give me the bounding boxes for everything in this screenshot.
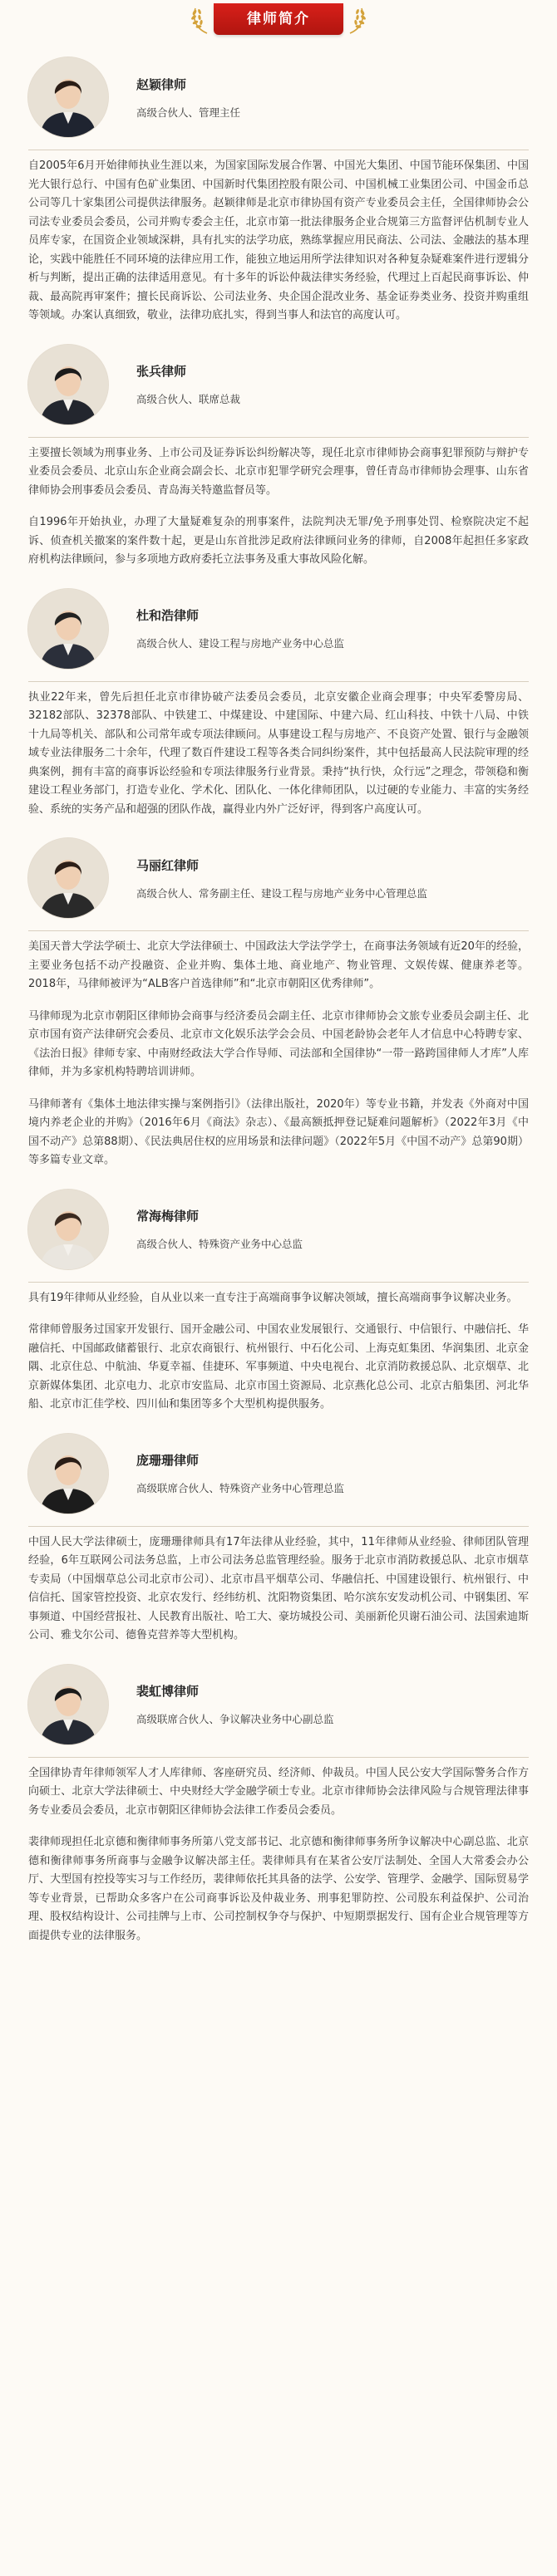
avatar: [28, 1665, 108, 1744]
lawyer-title: 高级合伙人、管理主任: [136, 105, 241, 119]
lawyer-meta: [136, 606, 344, 650]
bio-paragraph: 马律师现为北京市朝阳区律师协会商事与经济委员会副主任、北京市律师协会文旅专业委员会副主任、北京市国有资产法律研究会委员、北京市文化娱乐法学会会员、中国老龄协会老年人才信息中心特聘专家、《法治日报》律师专家、中南财经政法大学合作导师、司法部和全国律协“一带一路跨国律师人才库”人库律师，并为多家机构特聘培训讲师。: [28, 1009, 529, 1078]
lawyer-bio: [28, 444, 529, 570]
avatar: [28, 345, 108, 424]
bio-paragraph: 具有19年律师从业经验，自从业以来一直专注于高端商事争议解决领域，擅长高端商事争议解决业务。: [28, 1291, 518, 1304]
lawyer-name: 裴虹博律师: [136, 1684, 200, 1699]
bio-paragraph: 自1996年开始执业，办理了大量疑难复杂的刑事案件，法院判决无罪/免予刑事处罚、检察院决定不起诉、侦查机关撤案的案件数十起，更是山东首批涉足政府法律顾问业务的律师，自2008年起担任多家政府机构法律顾问，参与多项地方政府委托立法事务及重大事故风险化解。: [28, 516, 529, 566]
bio-paragraph: 主要擅长领域为刑事业务、上市公司及证券诉讼纠纷解决等，现任北京市律师协会商事犯罪预防与辩护专业委员会委员、北京山东企业商会副会长、北京市犯罪学研究会理事，曾任青岛市律师协会理事、山东省律师协会刑事委员会委员、青岛海关特邀监督员等。: [28, 446, 529, 497]
lawyer-card: [28, 583, 529, 820]
header-banner: [187, 0, 370, 52]
lawyer-list: [0, 52, 557, 1945]
lawyer-meta: [136, 1451, 344, 1495]
lawyer-meta: [136, 76, 240, 120]
lawyer-card: [28, 832, 529, 1170]
laurel-icon: [187, 5, 212, 35]
lawyer-card: [28, 1659, 529, 1946]
lawyer-header: [28, 339, 529, 430]
bio-paragraph: 美国天普大学法学硕士、北京大学法律硕士、中国政法大学法学学士，在商事法务领域有近20年的经验，主要业务包括不动产投融资、企业并购、集体土地、商业地产、物业管理、文娱传媒、健康养老等。2018年，马律师被评为“ALB客户首选律师”和“北京市朝阳区优秀律师”。: [28, 940, 529, 990]
lawyer-meta: [136, 362, 240, 406]
lawyer-card: [28, 339, 529, 570]
lawyer-bio: [28, 1764, 529, 1946]
lawyer-bio: [28, 938, 529, 1170]
lawyer-name: 庞珊珊律师: [136, 1453, 200, 1468]
bio-paragraph: 常律师曾服务过国家开发银行、国开金融公司、中国农业发展银行、交通银行、中信银行、中融信托、华融信托、中国邮政储蓄银行、北京农商银行、杭州银行、中石化公司、上海克虹集团、华润集团、北京金隅、北京住总、中航油、华夏幸福、佳捷环、军事频道、中央电视台、北京消防救援总队、北京烟草、北京新媒体集团、北京电力、北京市安监局、北京市国土资源局、北京燕化总公司、北京古船集团、河北华船、北京市汇佳学校、四川仙和集团等多个大型机构提供服务。: [28, 1323, 529, 1411]
lawyer-name: 马丽红律师: [136, 857, 200, 873]
divider: [28, 1757, 529, 1758]
bio-paragraph: 自2005年6月开始律师执业生涯以来，为国家国际发展合作署、中国光大集团、中国节能环保集团、中国光大银行总行、中国有色矿业集团、中国新时代集团控股有限公司、中国机械工业集团公司、中国金币总公司等几十家集团公司提供法律服务。赵颖律师是北京市律协国有资产专业委员会主任，全国律师协会公司法专业委员会委员，公司并购专委会主任，北京市第一批法律服务企业合规第三方监督评估机制专业人员库专家，在国资企业领域深耕，具有扎实的法学功底，熟练掌握应用民商法、公司法、金融法的基本理论，实践中能胜任不同环境的法律应用工作，能独立地运用所学法律知识对各种复杂疑难案件进行逻辑分析与判断，提出正确的法律适用意见。有十多年的诉讼仲裁法律实务经验，代理过上百起民商事诉讼、仲裁、最高院再审案件；擅长民商诉讼、公司法业务、央企国企混改业务、基金证券类业务、投资并购重组等领域。办案认真细致，敬业，法律功底扎实，得到当事人和法官的高度认可。: [28, 159, 529, 321]
lawyer-title: 高级合伙人、联席总裁: [136, 393, 241, 405]
lawyer-header: [28, 832, 529, 924]
lawyer-bio: [28, 689, 529, 820]
lawyer-card: [28, 1428, 529, 1646]
divider: [28, 930, 529, 931]
lawyer-bio: [28, 1533, 529, 1646]
lawyer-header: [28, 1184, 529, 1275]
lawyer-title: 高级联席合伙人、争议解决业务中心副总监: [136, 1713, 334, 1725]
lawyer-name: 赵颖律师: [136, 76, 187, 92]
lawyer-title: 高级合伙人、特殊资产业务中心总监: [136, 1238, 303, 1250]
lawyer-meta: [136, 856, 427, 900]
avatar: [28, 57, 108, 137]
bio-paragraph: 全国律协青年律师领军人才人库律师、客座研究员、经济师、仲裁员。中国人民公安大学国际警务合作方向硕士、北京大学法律硕士、中央财经大学金融学硕士专业。北京市律师协会法律风险与合规管理法律事务专业委员会委员，北京市朝阳区律师协会法律工作委员会委员。: [28, 1766, 529, 1817]
divider: [28, 681, 529, 682]
lawyer-name: 杜和浩律师: [136, 608, 200, 623]
divider: [28, 437, 529, 438]
divider: [28, 1526, 529, 1527]
lawyer-name: 常海梅律师: [136, 1209, 200, 1224]
bio-paragraph: 中国人民大学法律硕士，庞珊珊律师具有17年法律从业经验，其中，11年律师从业经验、律师团队管理经验，6年互联网公司法务总监，上市公司法务总监管理经验。服务于北京市消防救援总队、北京市烟草专卖局（中国烟草总公司北京市公司）、北京市昌平烟草公司、华融信托、中国建设银行、杭州银行、中信信托、国家管控投资、北京农发行、经纬纺机、沈阳物资集团、哈尔滨东安发动机公司、中钢集团、军事频道、中国经营报社、人民教育出版社、哈工大、豪坊城投公司、美丽新伦贝谢石油公司、法国索迪斯公司、雅戈尔公司、德鲁克营养等大型机构。: [28, 1535, 529, 1641]
bio-paragraph: 马律师著有《集体土地法律实操与案例指引》（法律出版社，2020年）等专业书籍，并发表《外商对中国境内养老企业的并购》（2016年6月《商法》杂志）、《最高额抵押登记疑难问题解析》（2022年3月《中国不动产》总第88期）、《民法典居住权的应用场景和法律问题》（2022年5月《中国不动产》总第90期）等多篇专业文章。: [28, 1097, 529, 1166]
avatar: [28, 1434, 108, 1514]
lawyer-meta: [136, 1682, 334, 1726]
lawyer-card: [28, 52, 529, 326]
bio-paragraph: 裴律师现担任北京德和衡律师事务所第八党支部书记、北京德和衡律师事务所争议解决中心副总监、北京德和衡律师事务所商事与金融争议解决部主任。裴律师具有在某省公安厅法制处、全国人大常委会办公厅、大型国有控投等实习与工作经历，裴律师依托其具备的法学、公安学、管理学、金融学、国际贸易学等专业背景，已帮助众多客户在公司商事诉讼及仲裁业务、刑事犯罪防控、公司股东利益保护、公司治理、股权结构设计、公司挂牌与上市、公司控制权争夺与保护、中短期票据发行、国有企业合规管理等方面提供专业的法律服务。: [28, 1836, 529, 1942]
lawyer-header: [28, 1428, 529, 1519]
lawyer-title: 高级联席合伙人、特殊资产业务中心管理总监: [136, 1482, 345, 1494]
lawyer-header: [28, 583, 529, 675]
divider: [28, 1282, 529, 1283]
banner-title: 律师简介: [247, 11, 310, 27]
lawyer-card: [28, 1184, 529, 1415]
lawyer-header: [28, 1659, 529, 1750]
lawyer-bio: [28, 1289, 529, 1415]
lawyer-header: [28, 52, 529, 143]
lawyer-bio: [28, 157, 529, 326]
lawyer-meta: [136, 1207, 303, 1251]
lawyer-title: 高级合伙人、建设工程与房地产业务中心总监: [136, 637, 345, 650]
avatar: [28, 589, 108, 669]
avatar: [28, 1190, 108, 1269]
lawyer-name: 张兵律师: [136, 364, 187, 379]
laurel-icon: [345, 5, 370, 35]
avatar: [28, 838, 108, 918]
bio-paragraph: 执业22年来，曾先后担任北京市律协破产法委员会委员，北京安徽企业商会理事；中央军委警房局、32182部队、32378部队、中铁建工、中煤建设、中建国际、中建六局、红山科技、中铁十八局、中铁十九局等机关、部队和公司常年或专项法律顾问。从事建设工程与房地产、不良资产处置、银行与金融领域专业法律服务二十余年，代理了数百件建设工程等各类合同纠纷案件，其中包括最高人民法院审理的经典案例，拥有丰富的商事诉讼经验和专项法律服务行业背景。秉持“执行快，众行远”之理念，带领稳和衡建设工程业务部门，打造专业化、学术化、团队化、一体化律师团队，以过硬的专业能力、丰富的实务经验、系统的实务产品和超强的团队作战，赢得业内外广泛好评，得到客户高度认可。: [28, 690, 529, 816]
lawyer-title: 高级合伙人、常务副主任、建设工程与房地产业务中心管理总监: [136, 886, 428, 900]
